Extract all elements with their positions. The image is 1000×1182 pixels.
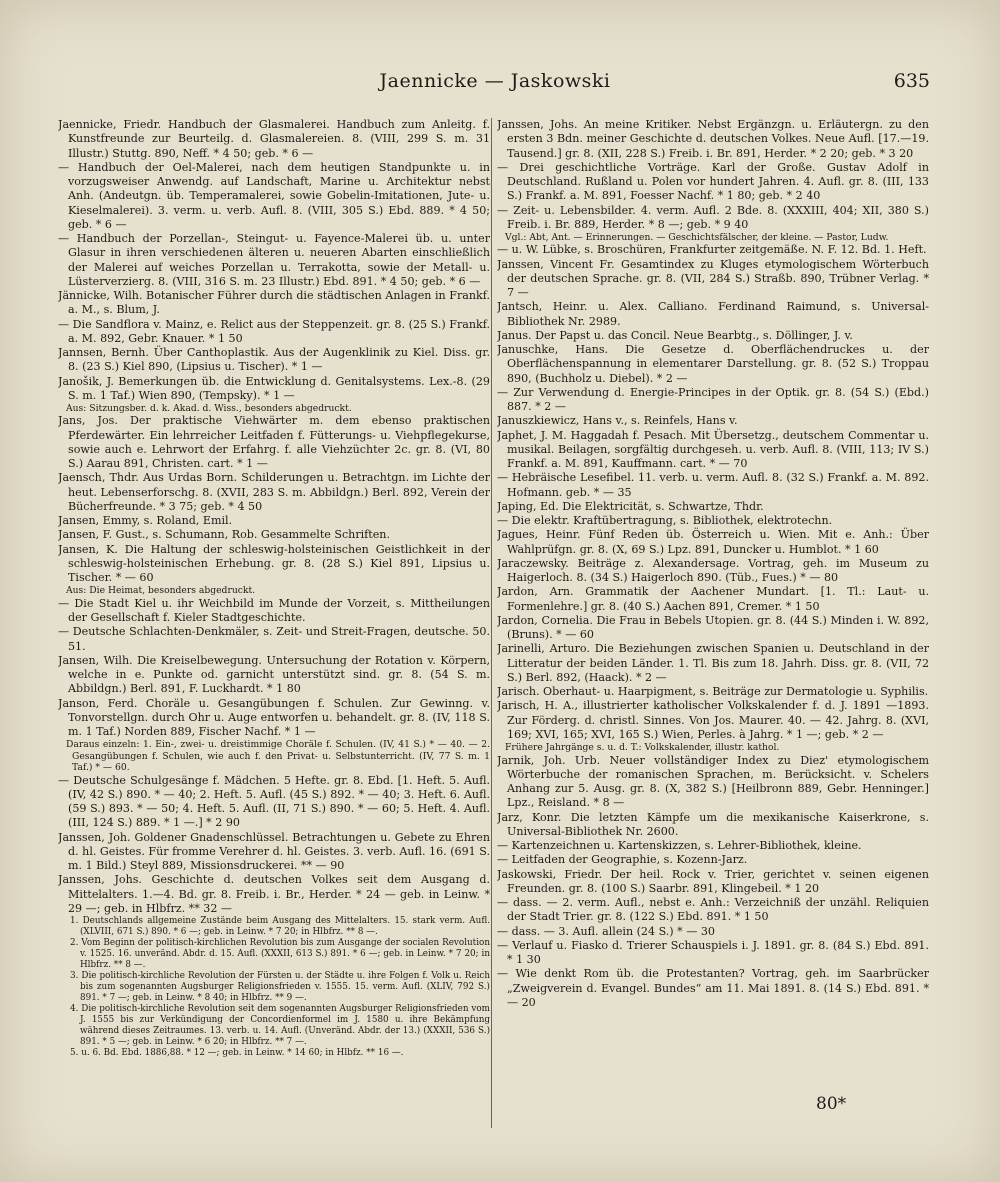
bibliography-entry: Jarz, Konr. Die letzten Kämpfe um die mexikanische Kaiserkrone, s. Universal-Bibliothek Nr. 2600. <box>497 810 929 838</box>
page-header <box>60 70 930 100</box>
left-column <box>58 118 490 1128</box>
bibliography-entry: — Verlauf u. Fiasko d. Trierer Schauspiels i. J. 1891. gr. 8. (84 S.) Ebd. 891. * 1 30 <box>497 938 929 967</box>
bibliography-entry: Janssen, Vincent Fr. Gesamtindex zu Kluges etymologischem Wörterbuch der deutschen Sprache. gr. 8. (VII, 284 S.) Straßb. 890, Trübner Verlag. * 7 — <box>497 257 929 300</box>
bibliography-entry: — Kartenzeichnen u. Kartenskizzen, s. Lehrer-Bibliothek, kleine. <box>497 839 862 853</box>
bibliography-entry: Frühere Jahrgänge s. u. d. T.: Volkskalender, illustr. kathol. <box>505 742 780 754</box>
page-number: 635 <box>893 70 930 92</box>
bibliography-entry: Jaennicke, Friedr. Handbuch der Glasmalerei. Handbuch zum Anleitg. f. Kunstfreunde zur Beurteilg. d. Glasmalereien. 8. (VIII, 299 S. m. 31 Illustr.) Stuttg. 890, Neff. * 4 50; geb. * 6 — <box>58 118 490 160</box>
bibliography-entry: 1. Deutschlands allgemeine Zustände beim Ausgang des Mittelalters. 15. stark verm. Aufl. (XLVIII, 671 S.) 890. * 6 —; geb. in Leinw. * 7 20; in Hlbfrz. ** 8 —. <box>70 916 490 938</box>
bibliography-entry: 5. u. 6. Bd. Ebd. 1886,88. * 12 —; geb. in Leinw. * 14 60; in Hlbfz. ** 16 —. <box>70 1048 404 1059</box>
bibliography-entry: Japing, Ed. Die Elektricität, s. Schwartze, Thdr. <box>497 499 764 513</box>
bibliography-entry: — dass. — 3. Aufl. allein (24 S.) * — 30 <box>497 924 715 938</box>
bibliography-entry: Aus: Sitzungsber. d. k. Akad. d. Wiss., besonders abgedruckt. <box>66 403 352 414</box>
bibliography-entry: Jansen, Emmy, s. Roland, Emil. <box>58 514 233 528</box>
bibliography-entry: — Hebräische Lesefibel. 11. verb. u. verm. Aufl. 8. (32 S.) Frankf. a. M. 892. Hofmann. geb. * — 35 <box>497 471 929 499</box>
bibliography-entry: — Die Stadt Kiel u. ihr Weichbild im Munde der Vorzeit, s. Mittheilungen der Gesellschaft f. Kieler Stadtgeschichte. <box>58 596 490 625</box>
bibliography-entry: Janssen, Johs. An meine Kritiker. Nebst Ergänzgn. u. Erläutergn. zu den ersten 3 Bdn. meiner Geschichte d. deutschen Volkes. Neue Aufl. [17.—19. Tausend.] gr. 8. (XII, 228 S.) Freib. i. Br. 891, Herder. * 2 20; geb. * 3 20 <box>497 118 929 160</box>
running-title: Jaennicke — Jaskowski <box>379 70 611 92</box>
bibliography-entry: — u. W. Lübke, s. Broschüren, Frankfurter zeitgemäße. N. F. 12. Bd. 1. Heft. <box>497 243 927 257</box>
bibliography-entry: — Zeit- u. Lebensbilder. 4. verm. Aufl. 2 Bde. 8. (XXXIII, 404; XII, 380 S.) Freib. i. Br. 889, Herder. * 8 —; geb. * 9 40 <box>497 203 929 231</box>
bibliography-entry: Jansen, Wilh. Die Kreiselbewegung. Untersuchung der Rotation v. Körpern, welche in e. Punkte od. garnicht unterstützt sind. gr. 8. (54 S. m. Abbildgn.) Berl. 891, F. Luckhardt. * 1 80 <box>58 653 490 696</box>
bibliography-entry: — Die Sandflora v. Mainz, e. Relict aus der Steppenzeit. gr. 8. (25 S.) Frankf. a. M. 892, Gebr. Knauer. * 1 50 <box>58 317 490 345</box>
bibliography-entry: — Die elektr. Kraftübertragung, s. Bibliothek, elektrotechn. <box>497 514 833 528</box>
bibliography-entry: Japhet, J. M. Haggadah f. Pesach. Mit Übersetzg., deutschem Commentar u. musikal. Beilagen, sorgfältig durchgeseh. u. verb. Aufl. 8. (VIII, 113; IV S.) Frankf. a. M. 891, Kauffmann. cart. * — 70 <box>497 428 929 471</box>
bibliography-entry: — dass. — 2. verm. Aufl., nebst e. Anh.: Verzeichniß der unzähl. Reliquien der Stadt Trier. gr. 8. (122 S.) Ebd. 891. * 1 50 <box>497 896 929 924</box>
bibliography-entry: Janus. Der Papst u. das Concil. Neue Bearbtg., s. Döllinger, J. v. <box>497 328 853 342</box>
bibliography-entry: 4. Die politisch-kirchliche Revolution seit dem sogenannten Augsburger Religionsfrieden vom J. 1555 bis zur Verkündigung der Concordienformel im J. 1580 u. ihre Bekämpfung während dieses Zeitraumes. 13. verb. u. 14. Aufl. (Unveränd. Abdr. der 13.) (XXXII, 536 S.) 891. * 5 —; geb. in Leinw. * 6 20; in Hlbfrz. ** 7 —. <box>70 1004 490 1048</box>
bibliography-entry: Jarnik, Joh. Urb. Neuer vollständiger Index zu Diez' etymologischem Wörterbuche der romanischen Sprachen, m. Berücksicht. v. Schelers Anhang zur 5. Ausg. gr. 8. (X, 382 S.) [Heilbronn 889, Gebr. Henninger.] Lpz., Reisland. * 8 — <box>497 753 929 810</box>
bibliography-entry: Janson, Ferd. Choräle u. Gesangübungen f. Schulen. Zur Gewinng. v. Tonvorstellgn. durch Ohr u. Auge entworfen u. behandelt. gr. 8. (IV, 118 S. m. 1 Taf.) Norden 889, Fischer Nachf. * 1 — <box>58 696 490 739</box>
bibliography-entry: 3. Die politisch-kirchliche Revolution der Fürsten u. der Städte u. ihre Folgen f. Volk u. Reich bis zum sogenannten Augsburger Religionsfrieden v. 1555. 15. verm. Aufl. (XLIV, 792 S.) 891. * 7 —; geb. in Leinw. * 8 40; in Hlbfrz. ** 9 —. <box>70 971 490 1004</box>
bibliography-entry: Vgl.: Abt, Ant. — Erinnerungen. — Geschichtsfälscher, der kleine. — Pastor, Ludw. <box>505 232 889 243</box>
bibliography-entry: Jarisch. Oberhaut- u. Haarpigment, s. Beiträge zur Dermatologie u. Syphilis. <box>497 685 929 699</box>
bibliography-entry: Jaskowski, Friedr. Der heil. Rock v. Trier, gerichtet v. seinen eigenen Freunden. gr. 8. (100 S.) Saarbr. 891, Klingebeil. * 1 20 <box>497 867 929 895</box>
bibliography-entry: Jansen, F. Gust., s. Schumann, Rob. Gesammelte Schriften. <box>58 528 390 542</box>
bibliography-entry: — Leitfaden der Geographie, s. Kozenn-Jarz. <box>497 853 748 867</box>
bibliography-entry: Aus: Die Heimat, besonders abgedruckt. <box>66 585 256 597</box>
right-column <box>497 118 929 1128</box>
column-divider <box>491 118 492 1128</box>
bibliography-entry: — Deutsche Schlachten-Denkmäler, s. Zeit- und Streit-Fragen, deutsche. 50. 51. <box>58 625 490 653</box>
bibliography-entry: — Handbuch der Oel-Malerei, nach dem heutigen Standpunkte u. in vorzugsweiser Anwendg. auf Landschaft, Marine u. Architektur nebst Anh. (Andeutgn. üb. Temperamalerei, sowie Gobelin-Imitationen, Jute- u. Kieselmalerei). 3. verm. u. verb. Aufl. 8. (VIII, 305 S.) Ebd. 889. * 4 50; geb. * 6 — <box>58 160 490 231</box>
bibliography-entry: Janssen, Johs. Geschichte d. deutschen Volkes seit dem Ausgang d. Mittelalters. 1.—4. Bd. gr. 8. Freib. i. Br., Herder. * 24 — geb. in Leinw. * 29 —; geb. in Hlbfrz. ** 32 — <box>58 873 490 915</box>
bibliography-entry: — Drei geschichtliche Vorträge. Karl der Große. Gustav Adolf in Deutschland. Rußland u. Polen vor hundert Jahren. 4. Aufl. gr. 8. (III, 133 S.) Frankf. a. M. 891, Foesser Nachf. * 1 80; geb. * 2 40 <box>497 160 929 203</box>
bibliography-entry: Jansen, K. Die Haltung der schleswig-holsteinischen Geistlichkeit in der schleswig-holsteinischen Erhebung. gr. 8. (28 S.) Kiel 891, Lipsius u. Tischer. * — 60 <box>58 542 490 585</box>
bibliography-entry: Jaraczewsky. Beiträge z. Alexandersage. Vortrag, geh. im Museum zu Haigerloch. 8. (34 S.) Haigerloch 890. (Tüb., Fues.) * — 80 <box>497 556 929 585</box>
bibliography-entry: — Zur Verwendung d. Energie-Principes in der Optik. gr. 8. (54 S.) (Ebd.) 887. * 2 — <box>497 385 929 414</box>
bibliography-entry: Jarinelli, Arturo. Die Beziehungen zwischen Spanien u. Deutschland in der Litteratur der beiden Länder. 1. Tl. Bis zum 18. Jahrh. Diss. gr. 8. (VII, 72 S.) Berl. 892, (Haack). * 2 — <box>497 642 929 684</box>
bibliography-entry: Jagues, Heinr. Fünf Reden üb. Österreich u. Wien. Mit e. Anh.: Über Wahlprüfgn. gr. 8. (X, 69 S.) Lpz. 891, Duncker u. Humblot. * 1 60 <box>497 528 929 556</box>
bibliography-entry: Januszkiewicz, Hans v., s. Reinfels, Hans v. <box>497 414 738 428</box>
bibliography-entry: Jantsch, Heinr. u. Alex. Calliano. Ferdinand Raimund, s. Universal-Bibliothek Nr. 2989. <box>497 300 929 328</box>
bibliography-entry: Jarisch, H. A., illustrierter katholischer Volkskalender f. d. J. 1891 —1893. Zur Förderg. d. christl. Sinnes. Von Jos. Maurer. 40. — 42. Jahrg. 8. (XVI, 169; XVI, 165; XVI, 165 S.) Wien, Perles. à Jahrg. * 1 —; geb. * 2 — <box>497 699 929 741</box>
bibliography-entry: Daraus einzeln: 1. Ein-, zwei- u. dreistimmige Choräle f. Schulen. (IV, 41 S.) * — 40. — 2. Gesangübungen f. Schulen, wie auch f. den Privat- u. Selbstunterricht. (IV, 77 S. m. 1 Taf.) * — 60. <box>66 739 490 774</box>
bibliography-entry: — Wie denkt Rom üb. die Protestanten? Vortrag, geh. im Saarbrücker „Zweigverein d. Evangel. Bundes“ am 11. Mai 1891. 8. (14 S.) Ebd. 891. * — 20 <box>497 967 929 1009</box>
bibliography-entry: Jannsen, Bernh. Über Canthoplastik. Aus der Augenklinik zu Kiel. Diss. gr. 8. (23 S.) Kiel 890, (Lipsius u. Tischer). * 1 — <box>58 346 490 374</box>
bibliography-entry: Januschke, Hans. Die Gesetze d. Oberflächendruckes u. der Oberflächenspannung in elementarer Darstellung. gr. 8. (52 S.) Troppau 890, (Buchholz u. Diebel). * 2 — <box>497 343 929 385</box>
bibliography-entry: Jännicke, Wilh. Botanischer Führer durch die städtischen Anlagen in Frankf. a. M., s. Blum, J. <box>58 289 490 317</box>
bibliography-entry: — Deutsche Schulgesänge f. Mädchen. 5 Hefte. gr. 8. Ebd. [1. Heft. 5. Aufl. (IV, 42 S.) 890. * — 40; 2. Heft. 5. Aufl. (45 S.) 892. * — 40; 3. Heft. 6. Aufl. (59 S.) 893. * — 50; 4. Heft. 5. Aufl. (II, 71 S.) 890. * — 60; 5. Heft. 4. Aufl. (III, 124 S.) 889. * 1 —.] * 2 90 <box>58 773 490 830</box>
bibliography-entry: Jans, Jos. Der praktische Viehwärter m. dem ebenso praktischen Pferdewärter. Ein lehrreicher Leitfaden f. Fütterungs- u. Viehpflegekurse, sowie auch e. Lehrwort der Erfahrg. f. alle Viehzüchter 2c. gr. 8. (VI, 80 S.) Aarau 891, Christen. cart. * 1 — <box>58 414 490 471</box>
bibliography-entry: Jardon, Arn. Grammatik der Aachener Mundart. [1. Tl.: Laut- u. Formenlehre.] gr. 8. (40 S.) Aachen 891, Cremer. * 1 50 <box>497 585 929 613</box>
bibliography-entry: 2. Vom Beginn der politisch-kirchlichen Revolution bis zum Ausgange der socialen Revolution v. 1525. 16. unveränd. Abdr. d. 15. Aufl. (XXXII, 613 S.) 891. * 6 —; geb. in Leinw. * 7 20; in Hlbfrz. ** 8 —. <box>70 938 490 971</box>
bibliography-entry: Janošik, J. Bemerkungen üb. die Entwicklung d. Genitalsystems. Lex.-8. (29 S. m. 1 Taf.) Wien 890, (Tempsky). * 1 — <box>58 374 490 402</box>
bibliography-entry: Jaensch, Thdr. Aus Urdas Born. Schilderungen u. Betrachtgn. im Lichte der heut. Lebenserforschg. 8. (XVII, 283 S. m. Abbildgn.) Berl. 892, Verein der Bücherfreunde. * 3 75; geb. * 4 50 <box>58 471 490 513</box>
bibliography-entry: Janssen, Joh. Goldener Gnadenschlüssel. Betrachtungen u. Gebete zu Ehren d. hl. Geistes. Für fromme Verehrer d. hl. Geistes. 3. verb. Aufl. 16. (691 S. m. 1 Bild.) Steyl 889, Missionsdruckerei. ** — 90 <box>58 830 490 873</box>
bibliography-entry: Jardon, Cornelia. Die Frau in Bebels Utopien. gr. 8. (44 S.) Minden i. W. 892, (Bruns). * — 60 <box>497 613 929 642</box>
signature-mark: 80* <box>816 1094 847 1114</box>
bibliography-entry: — Handbuch der Porzellan-, Steingut- u. Fayence-Malerei üb. u. unter Glasur in ihren verschiedenen älteren u. neueren Abarten einschließlich der Malerei auf weiches Porzellan u. Terrakotta, sowie der Metall- u. Lüsterverzierg. 8. (VIII, 316 S. m. 23 Illustr.) Ebd. 891. * 4 50; geb. * 6 — <box>58 232 490 288</box>
